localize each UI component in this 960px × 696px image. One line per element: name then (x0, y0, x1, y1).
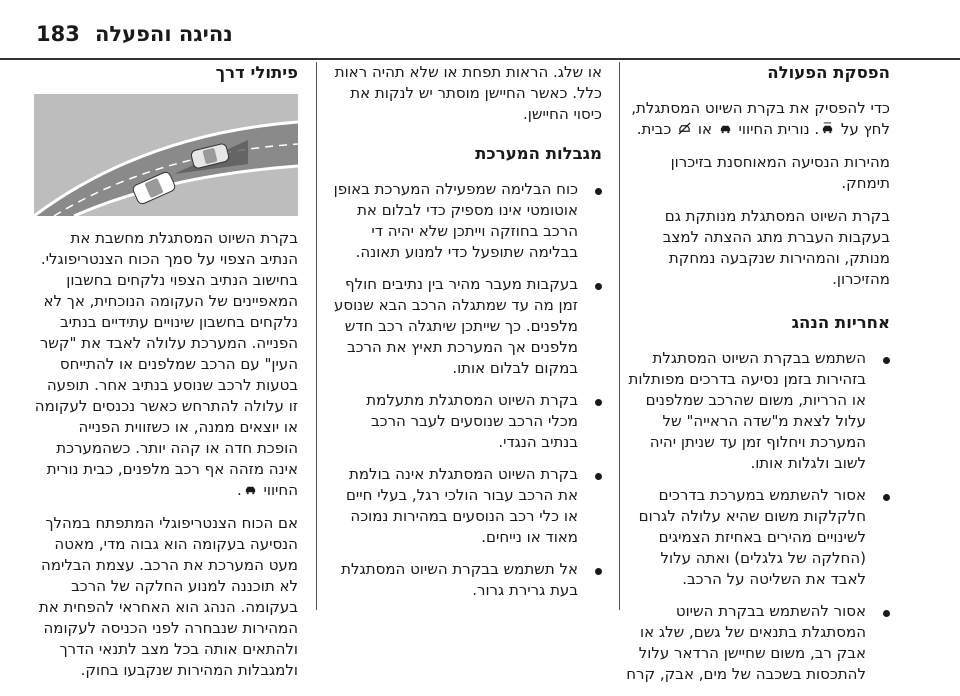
list-item: השתמש בבקרת השיוט המסתגלת בזהירות בזמן נסיעה בדרכים מפותלות או הרריות, משום שהרכב שמלפנים עלול לצאת מ"שדה הראייה" של המערכת ויחלוף זמן עד שניתן יהיה לשוב ולגלות אותו. (626, 348, 890, 474)
list-item: אסור להשתמש במערכת בדרכים חלקלקות משום שהיא עלולה לגרום לשינויים מהירים באחיזת הצמיגים (החלקה של גלגלים) ואתה עלול לאבד את השליטה על הרכב. (626, 485, 890, 590)
car-detected-icon (719, 122, 732, 135)
curve-illustration (34, 94, 298, 216)
bullet-icon (595, 399, 602, 406)
bullet-icon (595, 188, 602, 195)
bullet-icon (595, 283, 602, 290)
bullet-icon (883, 357, 890, 364)
limits-list (332, 179, 602, 601)
page-header (0, 0, 960, 58)
memory-cleared-paragraph: מהירות הנסיעה המאוחסנת בזיכרון תימחק. (670, 153, 890, 192)
list-item: כוח הבלימה שמפעילה המערכת באופן אוטומטי אינו מספיק כדי לבלום את הרכב בחוזקה וייתכן שלא יהיה די בבלימה שתופעל כדי למנוע תאונה. (332, 179, 602, 263)
deactivation-paragraph: כדי להפסיק את בקרת השיוט המסתגלת, לחץ על . נורית החיווי או כבית. (631, 99, 890, 138)
running-title: נהיגה והפעלה (95, 22, 233, 46)
column-divider (619, 62, 620, 610)
section-title-road-curves: פיתולי דרך (215, 63, 298, 82)
bullet-icon (883, 610, 890, 617)
left-column (34, 62, 298, 681)
bullet-icon (883, 494, 890, 501)
list-item: בקרת השיוט המסתגלת מתעלמת מכלי הרכב שנוסעים לעבר הרכב בנתיב הנגדי. (332, 390, 602, 453)
responsibility-list (626, 348, 890, 685)
column-divider (316, 62, 317, 610)
list-item: אסור להשתמש בבקרת השיוט המסתגלת בתנאים של גשם, שלג או אבק רב, משום שחיישן הרדאר עלול להתכסות בשכבה של מים, אבק, קרח (626, 601, 890, 685)
section-title-deactivation: הפסקת הפעולה (767, 63, 890, 82)
curved-road-graphic (34, 94, 298, 216)
list-item: בעקבות מעבר מהיר בין נתיבים חולף זמן מה עד שמתגלה הרכב הבא שנוסע מלפנים. כך שייתכן שיתגלה רכב חדש מלפנים אך המערכת תאיץ את הרכב במקום לבלום אותו. (332, 274, 602, 379)
ignition-off-paragraph: בקרת השיוט המסתגלת מנותקת גם בעקבות העברת מתג ההצתה למצב מנותק, והמהירות שנקבעה נמחקת מהזיכרון. (662, 207, 890, 288)
page-number: 183 (36, 22, 80, 46)
header-rule (0, 58, 960, 60)
right-column (626, 62, 890, 696)
section-title-system-limits: מגבלות המערכת (475, 144, 602, 163)
list-item: אל תשתמש בבקרת השיוט המסתגלת בעת גרירת גרור. (332, 559, 602, 601)
sensor-cover-paragraph: או שלג. הראות תפחת או שלא תהיה ראות כלל. כאשר החיישן מוסתר יש לנקות את כיסוי החיישן. (334, 63, 602, 123)
centrifugal-force-paragraph: אם הכוח הצנטריפוגלי המתפתח במהלך הנסיעה בעקומה הוא גבוה מדי, מאטה מעט המערכת את הרכב. עצמת הבלימה לא תוכננה למנוע החלקה של הרכב בעקומה. הנהג הוא האחראי להפחית את המהירות שנבחרה לפני הכניסה לעקומה ולהתאים אותה בכל מצב לתנאי הדרך ולמגבלות המהירות שנקבעו בחוק. (38, 514, 298, 679)
bullet-icon (595, 568, 602, 575)
car-detected-icon (821, 122, 834, 135)
list-item: בקרת השיוט המסתגלת אינה בולמת את הרכב עבור הולכי רגל, בעלי חיים או כלי רכב הנוסעים במהירות נמוכה מאוד או נייחים. (332, 464, 602, 548)
curve-detection-paragraph: בקרת השיוט המסתגלת מחשבת את הנתיב הצפוי על סמך הכוח הצנטריפוגלי. בחישוב הנתיב הצפוי נלקחים בחשבון המאפיינים של העקומה הנוכחית, אך לא נלקחים בחשבון שינויים עתידיים בנתיב הפנייה. המערכת עלולה לאבד את "קשר העין" עם הרכב שמלפנים או להתייחס בטעות לרכב שנוסע בנתיב אחר. תופעה זו עלולה להתרחש כאשר נכנסים לעקומה או יוצאים ממנה, או כשזווית הפנייה הופכת חדה או קהה יותר. כשהמערכת אינה מזהה אף רכב מלפנים, כבית נורית החיווי . (34, 229, 298, 499)
car-not-detected-icon (678, 122, 691, 135)
section-title-driver-responsibility: אחריות הנהג (791, 313, 890, 332)
middle-column (332, 62, 602, 612)
car-detected-icon (244, 483, 257, 496)
bullet-icon (595, 473, 602, 480)
